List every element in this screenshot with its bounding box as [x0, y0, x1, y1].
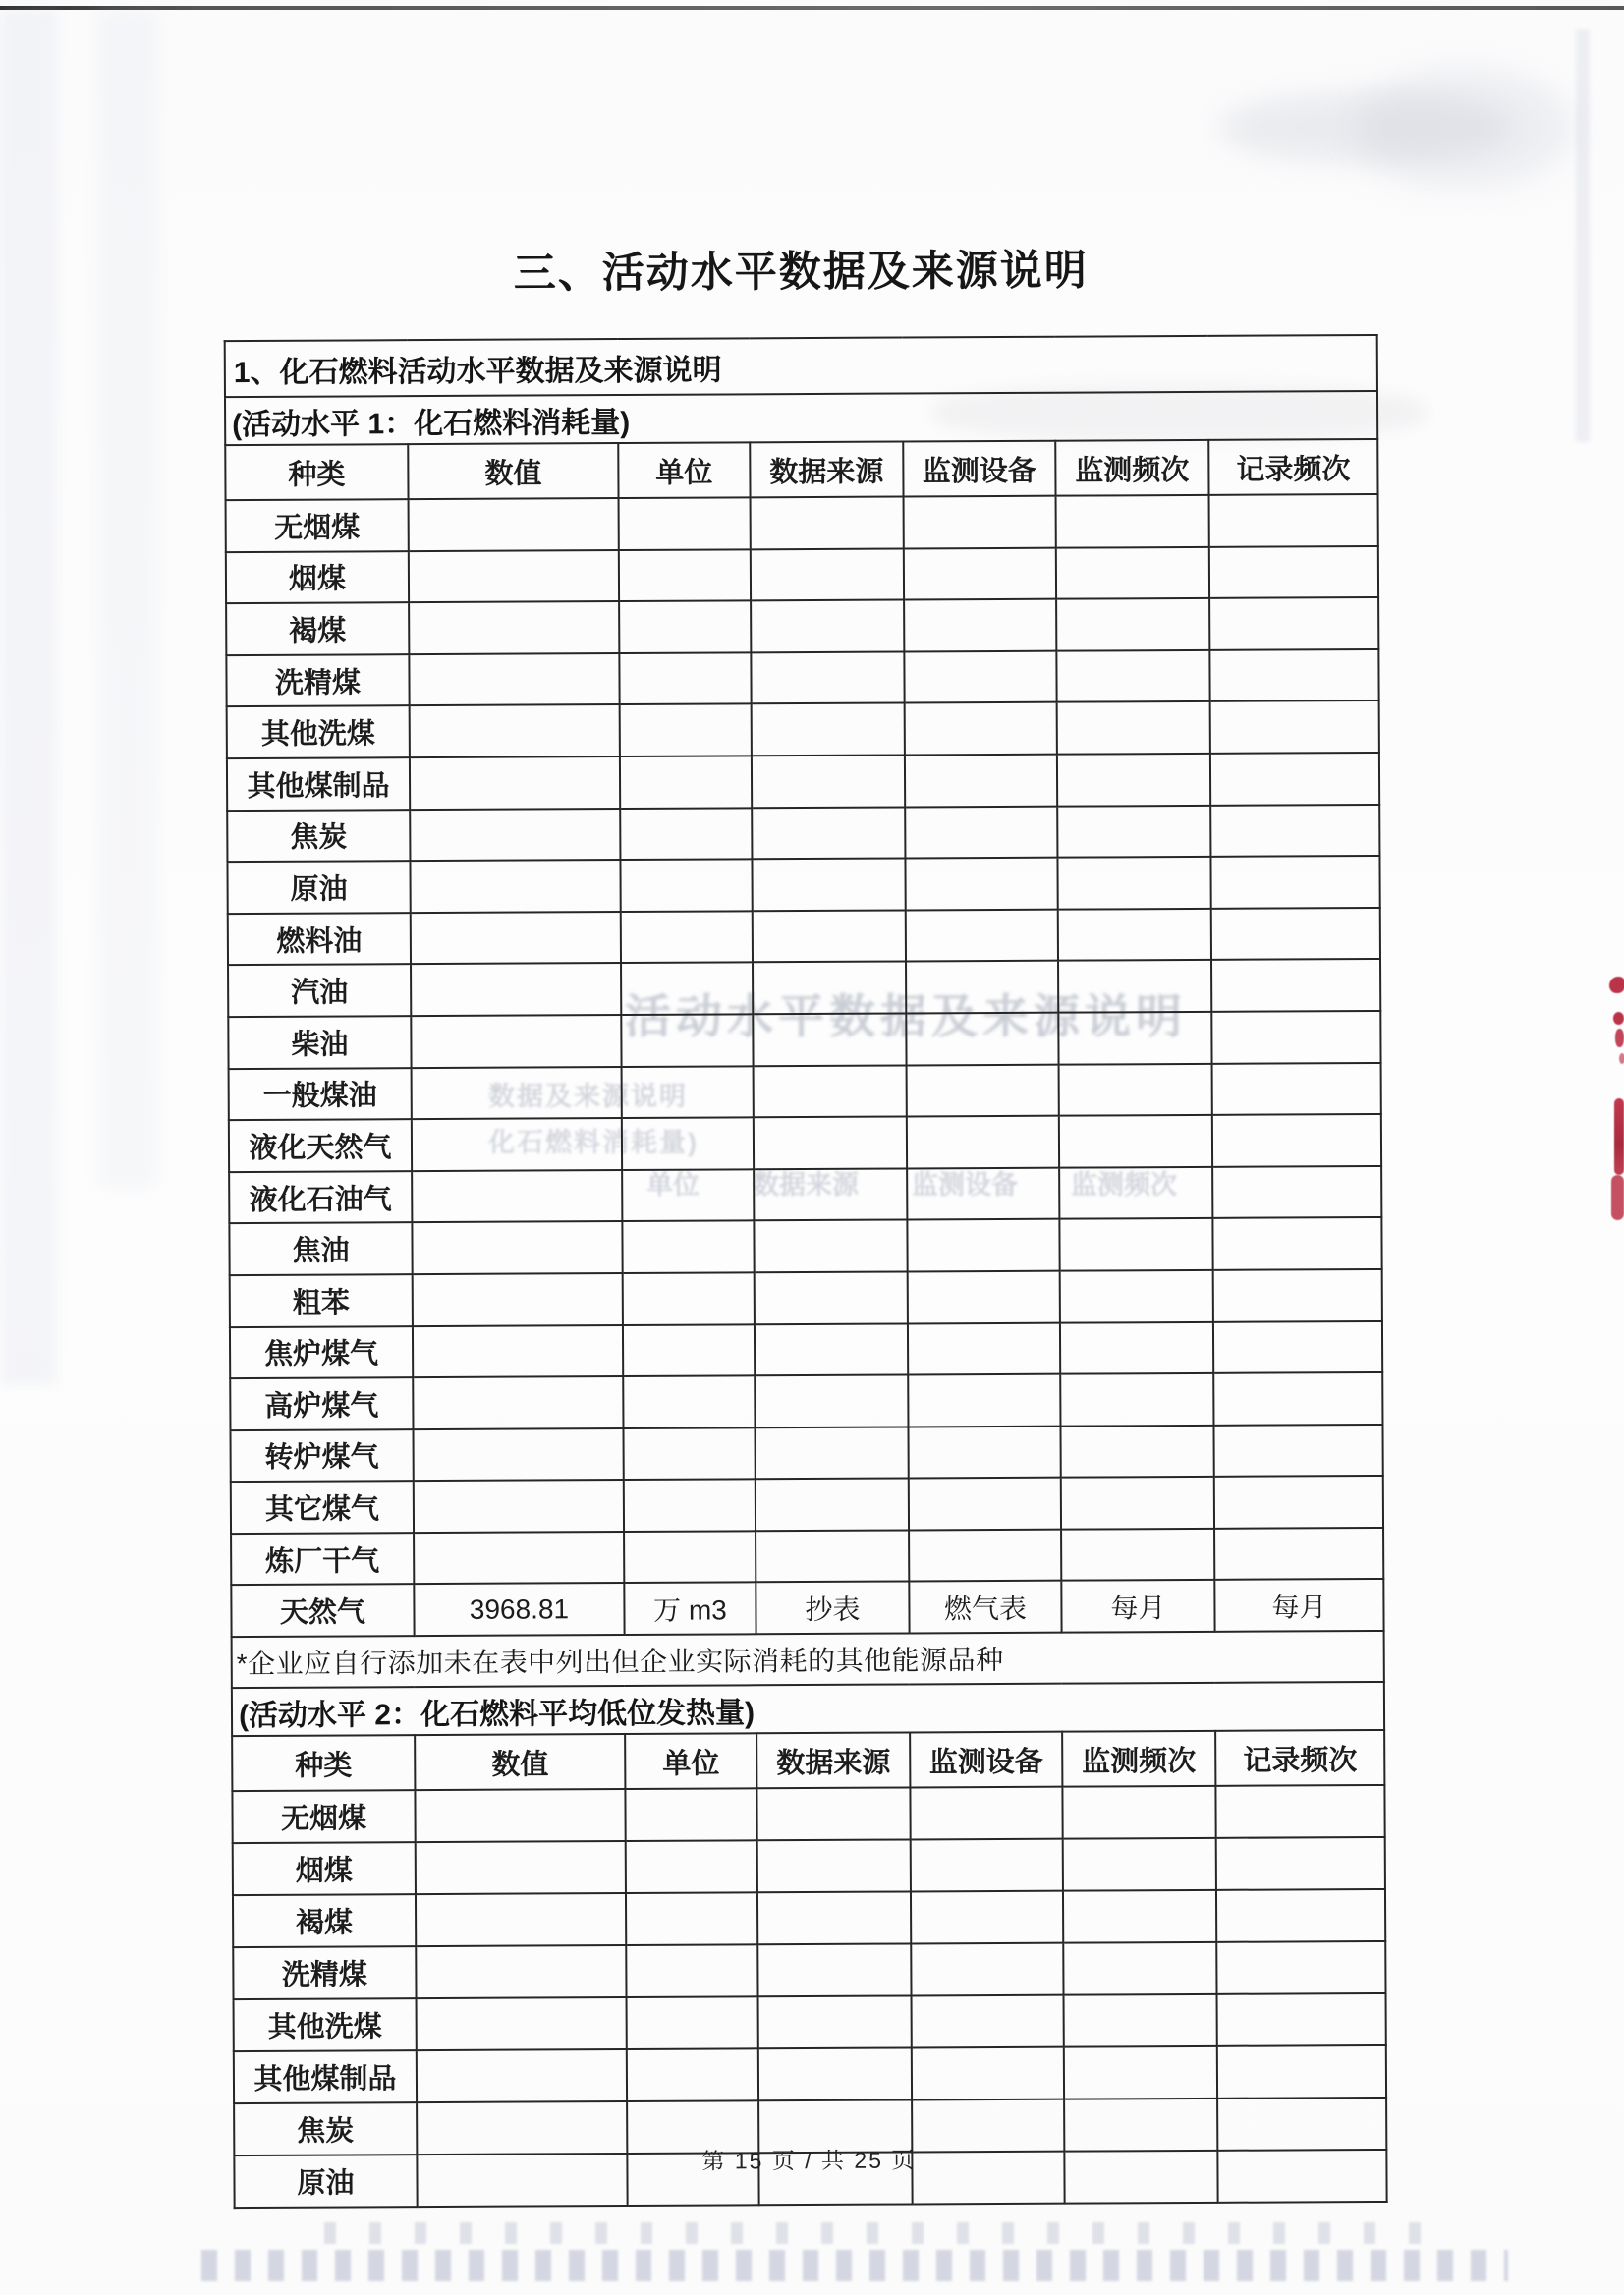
value-cell	[1064, 1994, 1217, 2047]
value-cell	[621, 1014, 753, 1066]
value-cell	[1057, 754, 1210, 806]
column-header: 监测频次	[1062, 1731, 1215, 1787]
fuel-type-cell: 焦油	[229, 1222, 412, 1275]
value-cell: 万 m3	[624, 1583, 756, 1635]
value-cell	[1213, 1320, 1382, 1372]
value-cell	[1057, 857, 1210, 909]
value-cell	[1057, 701, 1210, 754]
value-cell	[1211, 1011, 1380, 1063]
value-cell	[626, 1892, 757, 1945]
value-cell	[620, 808, 752, 860]
column-header: 记录频次	[1215, 1730, 1384, 1786]
column-header: 监测设备	[910, 1732, 1062, 1788]
value-cell	[619, 549, 751, 601]
table-row	[227, 700, 1379, 758]
column-header: 种类	[225, 444, 408, 500]
value-cell	[623, 1375, 755, 1427]
value-cell	[752, 703, 905, 756]
value-cell	[619, 497, 751, 549]
value-cell	[1210, 753, 1379, 805]
value-cell	[1216, 1889, 1385, 1942]
value-cell	[904, 496, 1056, 548]
fuel-type-cell: 柴油	[228, 1016, 411, 1069]
value-cell	[758, 1996, 912, 2049]
section2-subheading: (活动水平 2：化石燃料平均低位发热量)	[232, 1682, 1384, 1736]
table-row	[233, 1889, 1385, 1947]
value-cell	[907, 1167, 1059, 1219]
fuel-type-cell: 天然气	[231, 1585, 414, 1638]
value-cell	[757, 1840, 911, 1893]
value-cell	[904, 599, 1056, 651]
value-cell	[1210, 805, 1379, 857]
value-cell	[1210, 856, 1379, 908]
fuel-type-cell: 无烟煤	[232, 1790, 415, 1843]
value-cell	[626, 1840, 757, 1893]
value-cell	[409, 601, 619, 654]
value-cell	[1217, 1993, 1386, 2046]
value-cell	[751, 600, 904, 652]
column-header: 监测频次	[1055, 440, 1208, 496]
value-cell	[757, 1892, 911, 1945]
table-row	[233, 1837, 1385, 1895]
value-cell	[1060, 1270, 1213, 1322]
value-cell	[1209, 649, 1378, 701]
value-cell	[413, 1376, 623, 1429]
value-cell	[905, 858, 1057, 910]
fuel-type-cell: 其他煤制品	[234, 2050, 417, 2103]
value-cell	[1058, 960, 1211, 1012]
value-cell	[622, 1117, 754, 1169]
value-cell	[624, 1480, 756, 1532]
value-cell	[1213, 1269, 1382, 1321]
section1-subheading: (活动水平 1：化石燃料消耗量)	[225, 391, 1377, 445]
value-cell	[620, 756, 752, 808]
value-cell	[621, 911, 753, 963]
fuel-type-cell: 其它煤气	[231, 1481, 414, 1534]
table-row	[227, 805, 1379, 863]
fuel-type-cell: 其他洗煤	[227, 706, 410, 759]
value-cell	[1059, 1063, 1212, 1115]
value-cell	[906, 1013, 1058, 1065]
column-header: 单位	[625, 1733, 756, 1789]
value-cell	[412, 1067, 622, 1120]
value-cell	[751, 548, 904, 600]
value-cell	[1209, 597, 1378, 649]
value-cell	[1060, 1426, 1213, 1478]
fuel-type-cell: 烟煤	[226, 551, 409, 604]
value-cell	[1060, 1321, 1213, 1373]
value-cell	[412, 1221, 622, 1274]
value-cell	[417, 2049, 627, 2102]
value-cell	[753, 962, 906, 1014]
table-row	[234, 2045, 1386, 2103]
value-cell	[753, 910, 906, 962]
table-row	[227, 856, 1379, 914]
value-cell	[909, 1478, 1061, 1530]
fuel-type-cell: 一般煤油	[229, 1068, 412, 1121]
value-cell	[912, 2047, 1064, 2100]
value-cell	[619, 601, 751, 653]
value-cell	[1215, 1785, 1384, 1838]
value-cell	[1213, 1425, 1382, 1477]
value-cell	[1212, 1166, 1381, 1218]
value-cell	[904, 650, 1056, 702]
value-cell	[911, 1839, 1063, 1892]
value-cell	[620, 859, 752, 911]
value-cell	[1214, 1528, 1383, 1580]
table-row	[227, 753, 1379, 811]
section1-heading: 1、化石燃料活动水平数据及来源说明	[225, 335, 1377, 397]
fuel-type-cell: 燃料油	[228, 913, 411, 966]
value-cell	[755, 1375, 908, 1427]
page-title: 三、活动水平数据及来源说明	[513, 247, 1089, 298]
value-cell	[1063, 1942, 1216, 1995]
value-cell	[627, 2048, 758, 2101]
value-cell	[1214, 1476, 1383, 1528]
fuel-type-cell: 无烟煤	[226, 499, 409, 552]
value-cell	[626, 1944, 757, 1997]
value-cell	[1060, 1373, 1213, 1426]
value-cell	[758, 2048, 912, 2101]
fuel-type-cell: 液化天然气	[229, 1119, 412, 1172]
value-cell	[417, 1997, 627, 2050]
fuel-type-cell: 焦炭	[227, 810, 410, 863]
table-row	[233, 1941, 1385, 1999]
value-cell	[623, 1324, 755, 1376]
value-cell	[1209, 494, 1378, 546]
value-cell	[904, 547, 1056, 599]
table-row	[228, 908, 1380, 966]
value-cell	[756, 1788, 910, 1841]
value-cell	[411, 963, 621, 1016]
column-header: 数值	[415, 1734, 625, 1790]
value-cell	[754, 1220, 907, 1272]
value-cell	[411, 912, 621, 965]
column-header: 数值	[408, 443, 618, 499]
value-cell	[912, 1995, 1064, 2048]
fuel-type-cell: 汽油	[228, 964, 411, 1017]
value-cell	[409, 653, 619, 706]
value-cell	[410, 809, 620, 862]
value-cell	[908, 1322, 1060, 1374]
value-cell: 3968.81	[414, 1583, 624, 1636]
value-cell	[1209, 546, 1378, 598]
fuel-type-cell: 粗苯	[230, 1274, 413, 1327]
table-row	[226, 597, 1378, 655]
value-cell	[1061, 1477, 1214, 1529]
value-cell	[756, 1479, 909, 1531]
table-row	[228, 1011, 1380, 1069]
value-cell	[622, 1169, 754, 1221]
section1-subheading-row	[225, 391, 1377, 445]
value-cell	[907, 1219, 1059, 1271]
fuel-type-cell: 转炉煤气	[230, 1429, 413, 1483]
value-cell	[1217, 2045, 1386, 2099]
value-cell	[1058, 1012, 1211, 1064]
value-cell	[413, 1428, 623, 1482]
value-cell	[1056, 546, 1209, 598]
value-cell	[1058, 909, 1211, 961]
value-cell	[409, 550, 619, 603]
value-cell	[1216, 1837, 1385, 1890]
value-cell	[1062, 1786, 1215, 1839]
value-cell: 每月	[1214, 1579, 1383, 1631]
value-cell	[907, 1064, 1059, 1116]
value-cell	[1063, 1838, 1216, 1891]
value-cell	[755, 1427, 908, 1479]
table-row	[229, 1166, 1381, 1224]
table-row	[229, 1062, 1381, 1120]
section2-subheading-row	[232, 1682, 1384, 1736]
value-cell	[622, 1066, 754, 1118]
value-cell	[1210, 700, 1379, 753]
column-header: 单位	[618, 442, 750, 498]
table-row	[231, 1528, 1383, 1586]
value-cell	[751, 497, 904, 549]
value-cell	[411, 1015, 621, 1068]
table-row	[230, 1320, 1382, 1378]
fuel-type-cell: 原油	[234, 2155, 417, 2208]
value-cell	[1059, 1115, 1212, 1167]
fuel-type-cell: 液化石油气	[229, 1171, 412, 1224]
bleedthrough-line: 数据及来源说明	[488, 1082, 688, 1111]
value-cell	[908, 1271, 1060, 1323]
table-row	[230, 1269, 1382, 1327]
value-cell	[1059, 1167, 1212, 1219]
value-cell	[1056, 650, 1209, 702]
value-cell	[414, 1480, 624, 1533]
fuel-type-cell: 其他煤制品	[227, 757, 410, 811]
value-cell	[909, 1530, 1061, 1582]
fuel-type-cell: 烟煤	[233, 1842, 416, 1895]
fuel-type-cell: 洗精煤	[226, 654, 409, 707]
page-number: 第 15 页 / 共 25 页	[701, 2147, 917, 2174]
table-row	[230, 1372, 1382, 1430]
table-row	[231, 1476, 1383, 1534]
value-cell	[908, 1426, 1060, 1478]
value-cell	[1059, 1218, 1212, 1270]
fuel-type-cell: 焦炭	[234, 2102, 417, 2155]
value-cell	[905, 806, 1057, 858]
value-cell	[623, 1272, 755, 1324]
table-row	[226, 649, 1378, 707]
value-cell	[622, 1221, 754, 1273]
value-cell	[906, 909, 1058, 961]
table-row	[228, 959, 1380, 1017]
value-cell	[416, 1841, 626, 1894]
value-cell	[410, 860, 620, 913]
value-cell	[412, 1170, 622, 1223]
value-cell	[619, 652, 751, 704]
column-header: 监测设备	[903, 441, 1055, 497]
table-header-row	[225, 439, 1377, 500]
fuel-type-cell: 高炉煤气	[230, 1377, 413, 1430]
value-cell	[754, 1168, 907, 1220]
value-cell	[413, 1325, 623, 1378]
value-cell	[1057, 805, 1210, 857]
table-row	[232, 1785, 1384, 1843]
value-cell	[752, 859, 905, 911]
value-cell	[623, 1427, 755, 1480]
value-cell	[752, 755, 905, 807]
table-row	[229, 1217, 1381, 1275]
value-cell	[416, 1945, 626, 1998]
column-header: 记录频次	[1208, 439, 1377, 495]
bleedthrough-title: 活动水平数据及来源说明	[625, 990, 1187, 1042]
fuel-type-cell: 原油	[227, 861, 410, 914]
table-row	[230, 1425, 1382, 1483]
value-cell	[412, 1118, 622, 1171]
value-cell: 每月	[1061, 1580, 1214, 1632]
value-cell	[755, 1323, 908, 1375]
value-cell	[1212, 1062, 1381, 1114]
value-cell	[757, 1944, 911, 1997]
value-cell	[911, 1943, 1063, 1996]
value-cell	[624, 1531, 756, 1583]
value-cell	[416, 1893, 626, 1946]
table-row	[231, 1579, 1383, 1637]
fuel-type-cell: 褐煤	[226, 602, 409, 655]
activity-data-table	[224, 334, 1388, 2209]
value-cell	[410, 704, 620, 757]
value-cell	[754, 1117, 907, 1169]
table-row	[229, 1114, 1381, 1172]
bleedthrough-line: 化石燃料消耗量)	[488, 1128, 699, 1157]
value-cell	[1212, 1114, 1381, 1166]
value-cell	[908, 1374, 1060, 1427]
value-cell	[1211, 959, 1380, 1011]
table-header-row	[232, 1730, 1384, 1791]
fuel-type-cell: 其他洗煤	[234, 1998, 417, 2051]
value-cell	[906, 961, 1058, 1013]
value-cell	[1056, 598, 1209, 650]
value-cell: 燃气表	[909, 1581, 1061, 1633]
value-cell	[755, 1271, 908, 1323]
value-cell	[753, 1013, 906, 1065]
value-cell	[409, 498, 619, 551]
bleedthrough-header: 单位 数据来源 监测设备 监测频次	[646, 1170, 1177, 1200]
fuel-type-cell: 炼厂干气	[231, 1533, 414, 1586]
value-cell	[905, 755, 1057, 807]
value-cell	[620, 704, 752, 756]
value-cell	[625, 1788, 756, 1841]
value-cell	[413, 1273, 623, 1326]
value-cell	[1063, 1890, 1216, 1943]
column-header: 数据来源	[756, 1733, 910, 1789]
value-cell	[907, 1116, 1059, 1168]
section1-heading-row	[225, 335, 1377, 397]
value-cell	[1064, 2046, 1217, 2099]
value-cell	[1212, 1217, 1381, 1269]
value-cell	[415, 1789, 625, 1842]
value-cell	[410, 756, 620, 810]
value-cell	[621, 963, 753, 1015]
value-cell	[754, 1065, 907, 1117]
value-cell	[756, 1530, 909, 1582]
value-cell	[414, 1532, 624, 1585]
value-cell	[905, 702, 1057, 755]
value-cell	[1061, 1529, 1214, 1581]
table-row	[226, 494, 1378, 552]
value-cell	[910, 1787, 1062, 1840]
value-cell	[1211, 908, 1380, 960]
value-cell	[1056, 495, 1209, 547]
table-note-row	[232, 1631, 1384, 1688]
column-header: 数据来源	[750, 442, 903, 498]
value-cell	[1213, 1372, 1382, 1425]
table-row	[226, 546, 1378, 604]
table-row	[234, 1993, 1386, 2051]
value-cell	[751, 651, 904, 703]
value-cell: 抄表	[756, 1582, 909, 1634]
value-cell	[752, 807, 905, 859]
fuel-type-cell: 焦炉煤气	[230, 1326, 413, 1379]
value-cell	[627, 1996, 758, 2049]
column-header: 种类	[232, 1735, 415, 1791]
value-cell	[911, 1891, 1063, 1944]
value-cell	[1216, 1941, 1385, 1994]
fuel-type-cell: 洗精煤	[233, 1946, 416, 1999]
fuel-type-cell: 褐煤	[233, 1894, 416, 1947]
table-note: *企业应自行添加未在表中列出但企业实际消耗的其他能源品种	[232, 1631, 1384, 1688]
